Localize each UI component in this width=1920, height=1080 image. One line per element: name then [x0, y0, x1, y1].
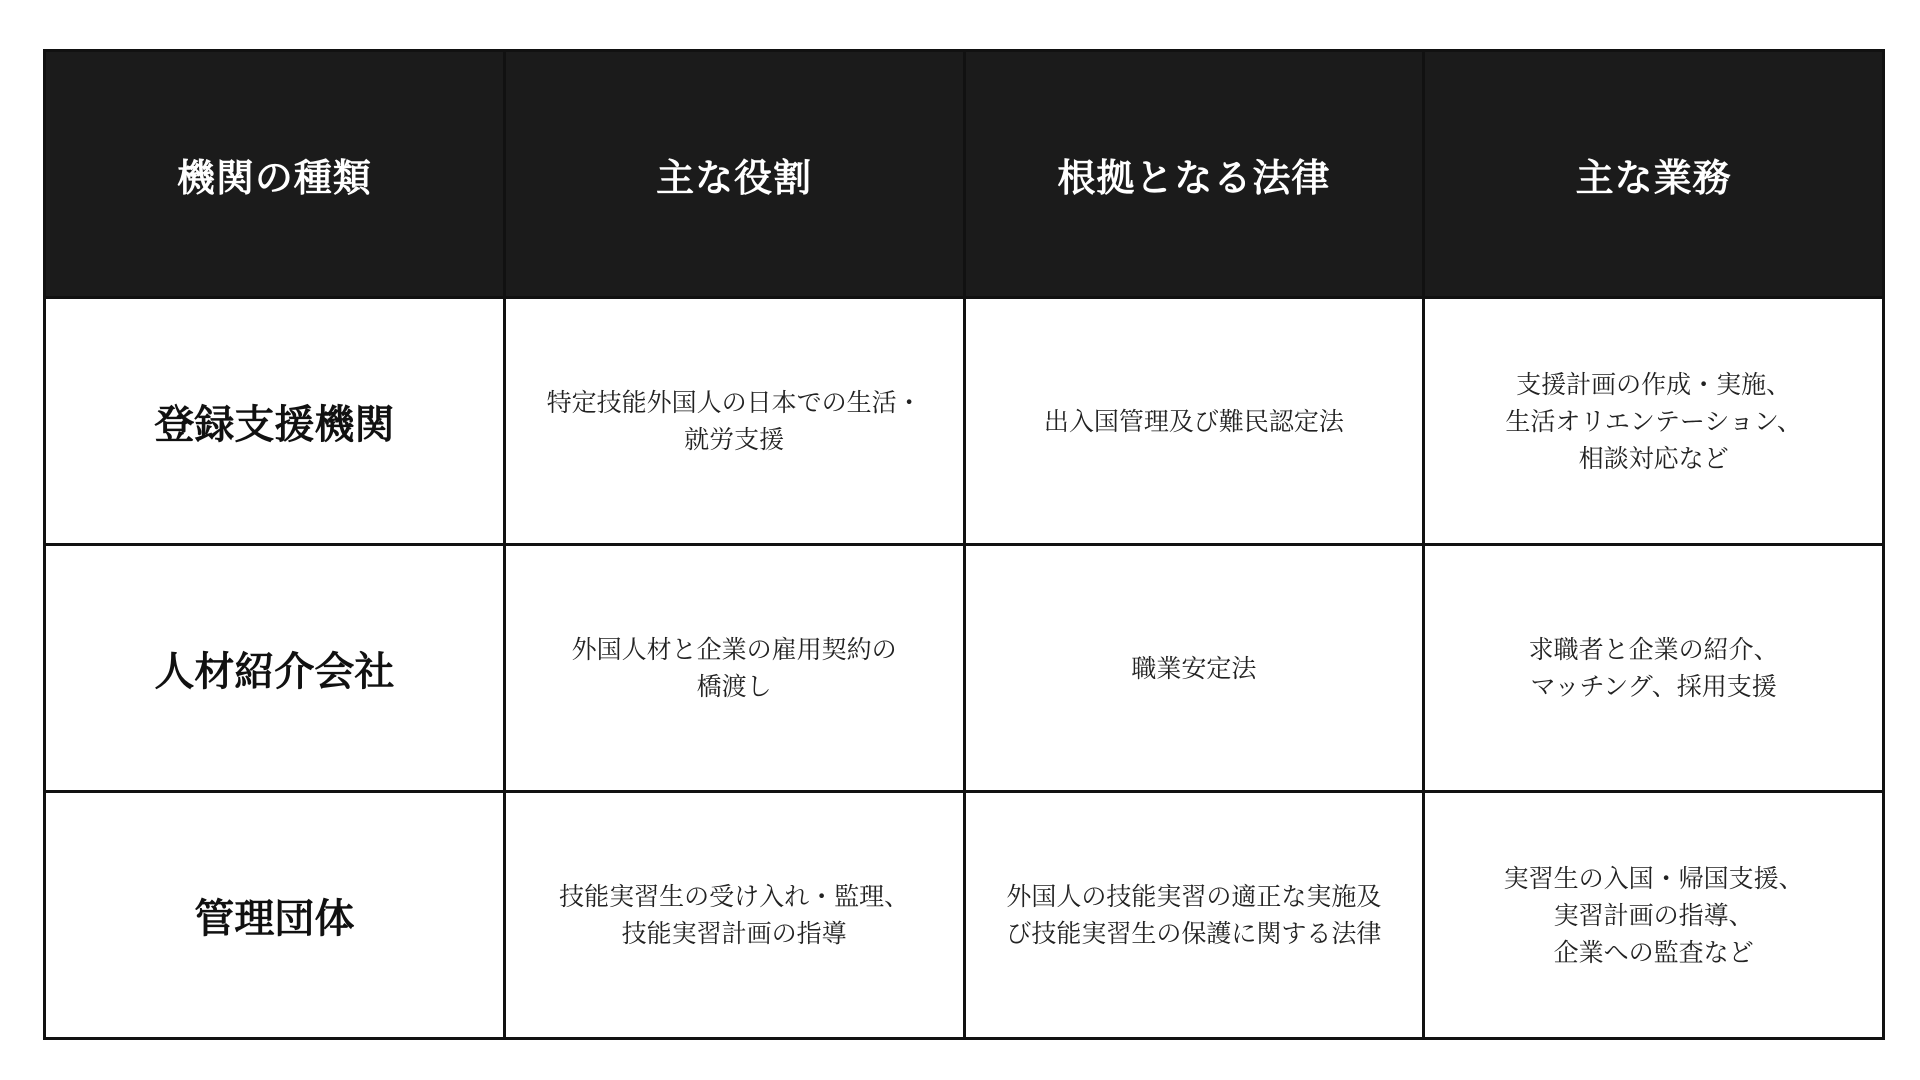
table-row [45, 298, 1884, 545]
duties-line: 相談対応など [1578, 443, 1729, 473]
role-line: 技能実習計画の指導 [621, 919, 847, 948]
role-line: 外国人材と企業の雇用契約の [571, 635, 897, 664]
duties-line: 生活オリエンテーション、 [1505, 406, 1802, 436]
role-line: 就労支援 [684, 425, 785, 454]
law-cell [964, 545, 1424, 792]
organization-type-cell: 人材紹介会社 [45, 545, 505, 792]
organization-type-cell: 管理団体 [45, 792, 505, 1039]
law-line: 出入国管理及び難民認定法 [1043, 406, 1344, 436]
duties-cell [1424, 792, 1884, 1039]
header-row [45, 51, 1884, 298]
header-legal-basis: 根拠となる法律 [964, 51, 1424, 298]
law-line: 職業安定法 [1131, 653, 1257, 683]
organization-comparison-table [43, 49, 1885, 1040]
comparison-table-container [43, 49, 1885, 1037]
header-main-duties: 主な業務 [1424, 51, 1884, 298]
table-row [45, 792, 1884, 1039]
table-row [45, 545, 1884, 792]
role-line: 橋渡し [696, 672, 772, 701]
role-cell [504, 792, 964, 1039]
role-line: 特定技能外国人の日本での生活・ [546, 388, 922, 417]
role-cell [504, 545, 964, 792]
table-body [45, 298, 1884, 1039]
law-line: 外国人の技能実習の適正な実施及 [1006, 882, 1382, 911]
duties-cell [1424, 298, 1884, 545]
law-cell [964, 298, 1424, 545]
header-main-role: 主な役割 [504, 51, 964, 298]
duties-line: 支援計画の作成・実施、 [1516, 369, 1792, 399]
duties-line: マッチング、採用支援 [1530, 672, 1777, 701]
header-organization-type: 機関の種類 [45, 51, 505, 298]
law-cell [964, 792, 1424, 1039]
organization-type-cell: 登録支援機関 [45, 298, 505, 545]
table-header [45, 51, 1884, 298]
duties-line: 実習生の入国・帰国支援、 [1503, 863, 1804, 893]
law-line: び技能実習生の保護に関する法律 [1006, 919, 1382, 948]
duties-line: 実習計画の指導、 [1553, 900, 1754, 930]
duties-cell [1424, 545, 1884, 792]
role-line: 技能実習生の受け入れ・監理、 [559, 882, 910, 911]
duties-line: 企業への監査など [1553, 937, 1754, 967]
duties-line: 求職者と企業の紹介、 [1528, 635, 1779, 664]
role-cell [504, 298, 964, 545]
